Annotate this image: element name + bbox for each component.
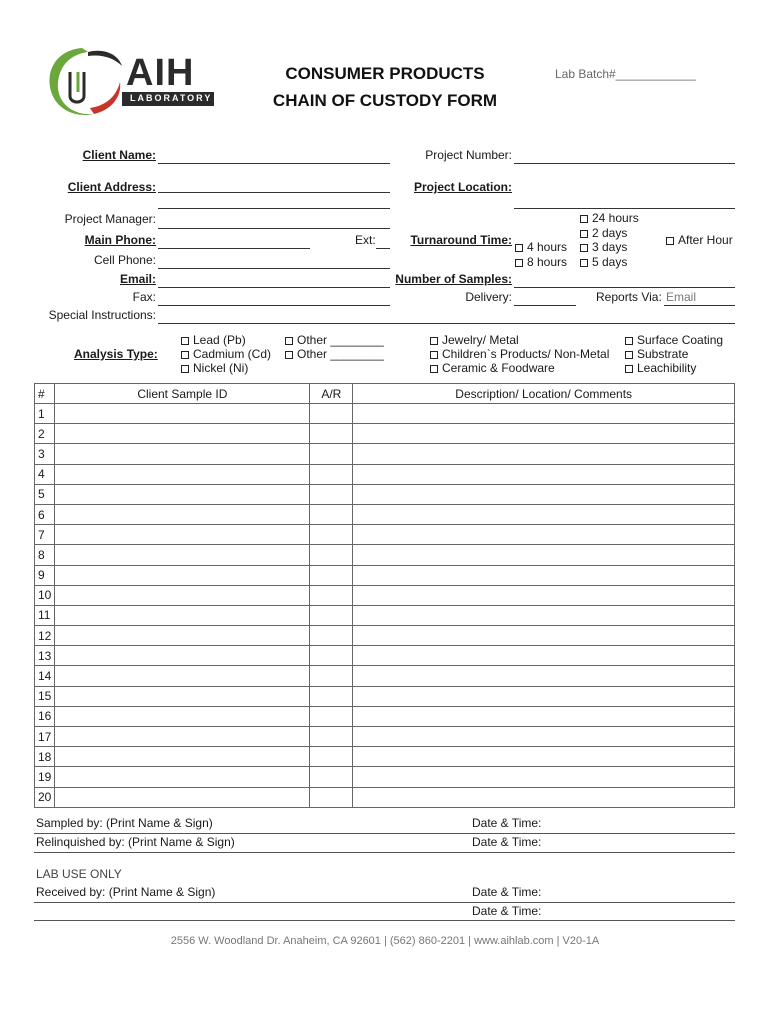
row-number: 20: [35, 787, 55, 807]
email-field[interactable]: [158, 287, 390, 288]
table-row: [35, 424, 735, 444]
table-row: [35, 484, 735, 504]
client-name-label: Client Name:: [82, 148, 156, 162]
analysis-nickel[interactable]: Nickel (Ni): [181, 361, 248, 375]
cell-phone-field[interactable]: [158, 268, 390, 269]
checkbox-icon: [181, 365, 189, 373]
checkbox-icon: [515, 259, 523, 267]
client-sample-id-cell[interactable]: [55, 585, 310, 605]
relinquished-by-label: Relinquished by: (Print Name & Sign): [36, 835, 235, 849]
tat-3-days[interactable]: 3 days: [580, 240, 627, 254]
description-cell[interactable]: [353, 666, 735, 686]
ar-cell[interactable]: [310, 727, 353, 747]
cell-phone-label: Cell Phone:: [93, 253, 156, 267]
ar-cell[interactable]: [310, 787, 353, 807]
client-sample-id-cell[interactable]: [55, 545, 310, 565]
row-number: 5: [35, 484, 55, 504]
ar-cell[interactable]: [310, 484, 353, 504]
sampled-by-row: [34, 815, 735, 834]
tat-8-hours[interactable]: 8 hours: [515, 255, 567, 269]
received-by-label: Received by: (Print Name & Sign): [36, 885, 216, 899]
row-number: 4: [35, 464, 55, 484]
ar-cell[interactable]: [310, 666, 353, 686]
project-location-field[interactable]: [514, 208, 735, 209]
reports-via-field[interactable]: [664, 305, 735, 306]
reports-via-value[interactable]: Email: [666, 290, 697, 304]
table-row: [35, 444, 735, 464]
checkbox-icon: [580, 230, 588, 238]
client-sample-id-cell[interactable]: [55, 727, 310, 747]
table-row: [35, 706, 735, 726]
ar-cell[interactable]: [310, 646, 353, 666]
row-number: 7: [35, 525, 55, 545]
table-row: [35, 666, 735, 686]
sampled-date-label: Date & Time:: [472, 816, 542, 830]
table-header-row: [35, 384, 735, 404]
table-row: [35, 464, 735, 484]
checkbox-icon: [580, 259, 588, 267]
client-name-field[interactable]: [158, 148, 390, 164]
table-row: [35, 545, 735, 565]
row-number: 10: [35, 585, 55, 605]
analysis-surface-coating[interactable]: Surface Coating: [625, 333, 723, 347]
client-sample-id-cell[interactable]: [55, 626, 310, 646]
row-number: 3: [35, 444, 55, 464]
client-sample-id-cell[interactable]: [55, 504, 310, 524]
row-number: 17: [35, 727, 55, 747]
checkbox-icon: [580, 244, 588, 252]
client-address-label: Client Address:: [67, 180, 156, 194]
checkbox-icon: [625, 337, 633, 345]
project-manager-field[interactable]: [158, 228, 390, 229]
lab-use-only-label: LAB USE ONLY: [36, 867, 122, 881]
fax-field[interactable]: [158, 305, 390, 306]
fax-label: Fax:: [132, 290, 156, 304]
project-manager-label: Project Manager:: [64, 212, 156, 226]
description-cell[interactable]: [353, 504, 735, 524]
description-cell[interactable]: [353, 787, 735, 807]
checkbox-icon: [430, 337, 438, 345]
client-sample-id-cell[interactable]: [55, 666, 310, 686]
received-by-row-2: [34, 903, 735, 921]
ar-cell[interactable]: [310, 767, 353, 787]
project-number-field[interactable]: [514, 163, 735, 164]
checkbox-icon: [430, 351, 438, 359]
description-cell[interactable]: [353, 626, 735, 646]
row-number: 13: [35, 646, 55, 666]
tat-2-days[interactable]: 2 days: [580, 226, 627, 240]
analysis-lead[interactable]: Lead (Pb): [181, 333, 246, 347]
ar-cell[interactable]: [310, 504, 353, 524]
relinquished-date-label: Date & Time:: [472, 835, 542, 849]
tat-after-hour[interactable]: After Hour: [666, 233, 733, 247]
description-cell[interactable]: [353, 747, 735, 767]
client-sample-id-cell[interactable]: [55, 646, 310, 666]
ar-cell[interactable]: [310, 747, 353, 767]
checkbox-icon: [285, 337, 293, 345]
client-sample-id-cell[interactable]: [55, 747, 310, 767]
analysis-substrate[interactable]: Substrate: [625, 347, 688, 361]
form-title-line2: CHAIN OF CUSTODY FORM: [272, 91, 498, 110]
row-number: 8: [35, 545, 55, 565]
analysis-leachibility[interactable]: Leachibility: [625, 361, 696, 375]
ar-cell[interactable]: [310, 565, 353, 585]
special-instructions-field[interactable]: [158, 323, 735, 324]
footer-text: 2556 W. Woodland Dr. Anaheim, CA 92601 | (562) 860-2201 | www.aihlab.com | V20-1A: [170, 935, 600, 947]
client-sample-id-cell[interactable]: [55, 605, 310, 625]
row-number: 11: [35, 605, 55, 625]
ar-cell[interactable]: [310, 585, 353, 605]
table-row: [35, 646, 735, 666]
table-row: [35, 727, 735, 747]
ar-cell[interactable]: [310, 424, 353, 444]
col-header-description: Description/ Location/ Comments: [353, 384, 735, 404]
checkbox-icon: [580, 215, 588, 223]
client-address-field-2[interactable]: [158, 208, 390, 209]
ar-cell[interactable]: [310, 464, 353, 484]
checkbox-icon: [625, 351, 633, 359]
delivery-field[interactable]: [514, 305, 576, 306]
client-sample-id-cell[interactable]: [55, 404, 310, 424]
description-cell[interactable]: [353, 646, 735, 666]
client-sample-id-cell[interactable]: [55, 787, 310, 807]
ext-field[interactable]: [376, 248, 390, 249]
client-sample-id-cell[interactable]: [55, 565, 310, 585]
ar-cell[interactable]: [310, 404, 353, 424]
row-number: 1: [35, 404, 55, 424]
ar-cell[interactable]: [310, 444, 353, 464]
checkbox-icon: [285, 351, 293, 359]
analysis-cadmium[interactable]: Cadmium (Cd): [181, 347, 271, 361]
analysis-jewelry[interactable]: Jewelry/ Metal: [430, 333, 519, 347]
sample-table: [34, 383, 735, 808]
table-row: [35, 626, 735, 646]
checkbox-icon: [430, 365, 438, 373]
checkbox-icon: [181, 337, 189, 345]
ar-cell[interactable]: [310, 605, 353, 625]
lab-batch-field[interactable]: Lab Batch#____________: [555, 67, 696, 81]
col-header-ar: A/R: [310, 384, 353, 404]
client-sample-id-cell[interactable]: [55, 484, 310, 504]
reports-via-label: Reports Via:: [596, 290, 662, 304]
description-cell[interactable]: [353, 565, 735, 585]
number-of-samples-field[interactable]: [514, 287, 735, 288]
col-header-sample-id: Client Sample ID: [55, 384, 310, 404]
description-cell[interactable]: [353, 545, 735, 565]
ar-cell[interactable]: [310, 686, 353, 706]
analysis-ceramic[interactable]: Ceramic & Foodware: [430, 361, 555, 375]
form-title-line1: CONSUMER PRODUCTS: [285, 64, 485, 83]
ar-cell[interactable]: [310, 545, 353, 565]
description-cell[interactable]: [353, 686, 735, 706]
table-row: [35, 565, 735, 585]
description-cell[interactable]: [353, 444, 735, 464]
row-number: 16: [35, 706, 55, 726]
description-cell[interactable]: [353, 484, 735, 504]
table-row: [35, 504, 735, 524]
description-cell[interactable]: [353, 706, 735, 726]
ar-cell[interactable]: [310, 626, 353, 646]
client-sample-id-cell[interactable]: [55, 424, 310, 444]
row-number: 14: [35, 666, 55, 686]
client-sample-id-cell[interactable]: [55, 464, 310, 484]
table-row: [35, 605, 735, 625]
row-number: 12: [35, 626, 55, 646]
description-cell[interactable]: [353, 464, 735, 484]
tat-4-hours[interactable]: 4 hours: [515, 240, 567, 254]
row-number: 2: [35, 424, 55, 444]
description-cell[interactable]: [353, 727, 735, 747]
ar-cell[interactable]: [310, 525, 353, 545]
row-number: 18: [35, 747, 55, 767]
client-sample-id-cell[interactable]: [55, 706, 310, 726]
company-logo: [42, 42, 214, 120]
ar-cell[interactable]: [310, 706, 353, 726]
analysis-other-1[interactable]: Other ________: [285, 333, 384, 347]
analysis-other-2[interactable]: Other ________: [285, 347, 384, 361]
client-sample-id-cell[interactable]: [55, 767, 310, 787]
description-cell[interactable]: [353, 525, 735, 545]
row-number: 6: [35, 504, 55, 524]
logo-subtitle: LABORATORY: [130, 93, 213, 103]
delivery-label: Delivery:: [465, 290, 512, 304]
analysis-childrens[interactable]: Children`s Products/ Non-Metal: [430, 347, 609, 361]
table-row: [35, 686, 735, 706]
table-row: [35, 747, 735, 767]
client-address-field[interactable]: [158, 192, 390, 193]
table-row: [35, 404, 735, 424]
description-cell[interactable]: [353, 585, 735, 605]
special-instructions-label: Special Instructions:: [48, 308, 156, 322]
number-of-samples-label: Number of Samples:: [395, 272, 512, 286]
table-row: [35, 525, 735, 545]
row-number: 15: [35, 686, 55, 706]
analysis-type-label: Analysis Type:: [74, 347, 158, 361]
description-cell[interactable]: [353, 605, 735, 625]
row-number: 19: [35, 767, 55, 787]
table-row: [35, 787, 735, 807]
description-cell[interactable]: [353, 767, 735, 787]
client-sample-id-cell[interactable]: [55, 686, 310, 706]
table-row: [35, 767, 735, 787]
project-number-label: Project Number:: [425, 148, 512, 162]
checkbox-icon: [666, 237, 674, 245]
tat-24-hours[interactable]: 24 hours: [580, 211, 639, 225]
received-date-label-2: Date & Time:: [472, 904, 542, 918]
client-sample-id-cell[interactable]: [55, 444, 310, 464]
sampled-by-label: Sampled by: (Print Name & Sign): [36, 816, 213, 830]
project-location-label: Project Location:: [413, 180, 512, 194]
col-header-number: #: [35, 384, 55, 404]
logo-brand: AIH: [126, 52, 195, 94]
main-phone-field[interactable]: [158, 248, 310, 249]
main-phone-label: Main Phone:: [84, 233, 156, 247]
checkbox-icon: [625, 365, 633, 373]
table-row: [35, 585, 735, 605]
checkbox-icon: [515, 244, 523, 252]
description-cell[interactable]: [353, 424, 735, 444]
turnaround-label: Turnaround Time:: [410, 233, 512, 247]
received-date-label: Date & Time:: [472, 885, 542, 899]
checkbox-icon: [181, 351, 189, 359]
description-cell[interactable]: [353, 404, 735, 424]
row-number: 9: [35, 565, 55, 585]
tat-5-days[interactable]: 5 days: [580, 255, 627, 269]
received-by-row: [34, 884, 735, 903]
client-sample-id-cell[interactable]: [55, 525, 310, 545]
ext-label: Ext:: [355, 233, 376, 247]
relinquished-by-row: [34, 834, 735, 853]
email-label: Email:: [119, 272, 156, 286]
